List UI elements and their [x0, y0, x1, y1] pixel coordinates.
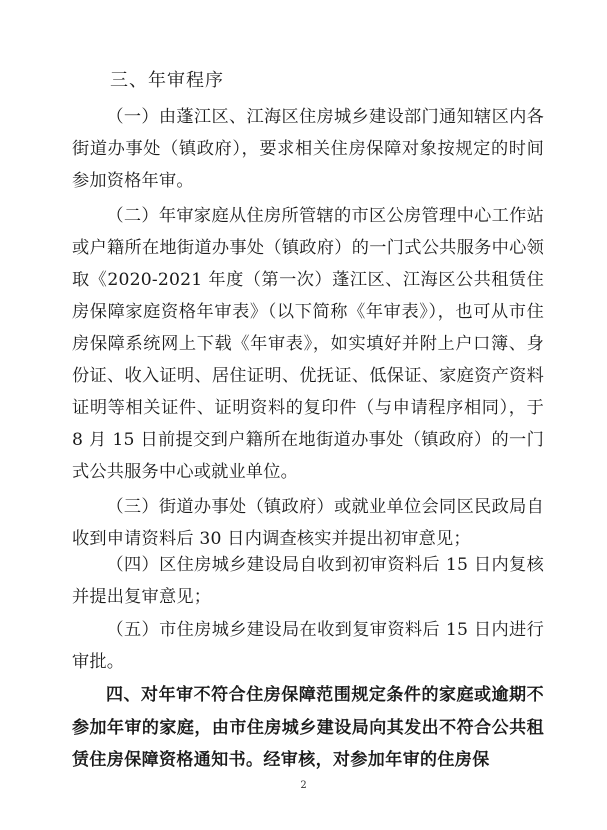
- paragraph-step-3: （三）街道办事处（镇政府）或就业单位会同区民政局自收到申请资料后 30 日内调查核实并提出初审意见；: [72, 497, 544, 549]
- paragraph-step-2: （二）年审家庭从住房所管辖的市区公房管理中心工作站或户籍所在地街道办事处（镇政府）的一门式公共服务中心领取《2020-2021 年度（第一次）蓬江区、江海区公共租赁住房保障家庭资格年审表》（以下简称《年审表》），也可从市住房保障系统网上下载《年审表》，如实填好并附上户口簿、身份证、收入证明、居住证明、优抚证、低保证、家庭资产资料证明等相关证件、证明资料的复印件（与申请程序相同），于 8 月 15 日前提交到户籍所在地街道办事处（镇政府）的一门式公共服务中心或就业单位。: [72, 206, 544, 482]
- paragraph-step-5: （五）市住房城乡建设局在收到复审资料后 15 日内进行审批。: [72, 620, 544, 672]
- section-four-paragraph: 四、对年审不符合住房保障范围规定条件的家庭或逾期不参加年审的家庭，由市住房城乡建设局向其发出不符合公共租赁住房保障资格通知书。经审核，对参加年审的住房保: [72, 685, 544, 770]
- section-heading: 三、年审程序: [110, 70, 224, 91]
- page-number: 2: [300, 780, 307, 791]
- paragraph-step-4: （四）区住房城乡建设局自收到初审资料后 15 日内复核并提出复审意见；: [72, 555, 544, 607]
- paragraph-step-1: （一）由蓬江区、江海区住房城乡建设部门通知辖区内各街道办事处（镇政府），要求相关住房保障对象按规定的时间参加资格年审。: [72, 107, 544, 191]
